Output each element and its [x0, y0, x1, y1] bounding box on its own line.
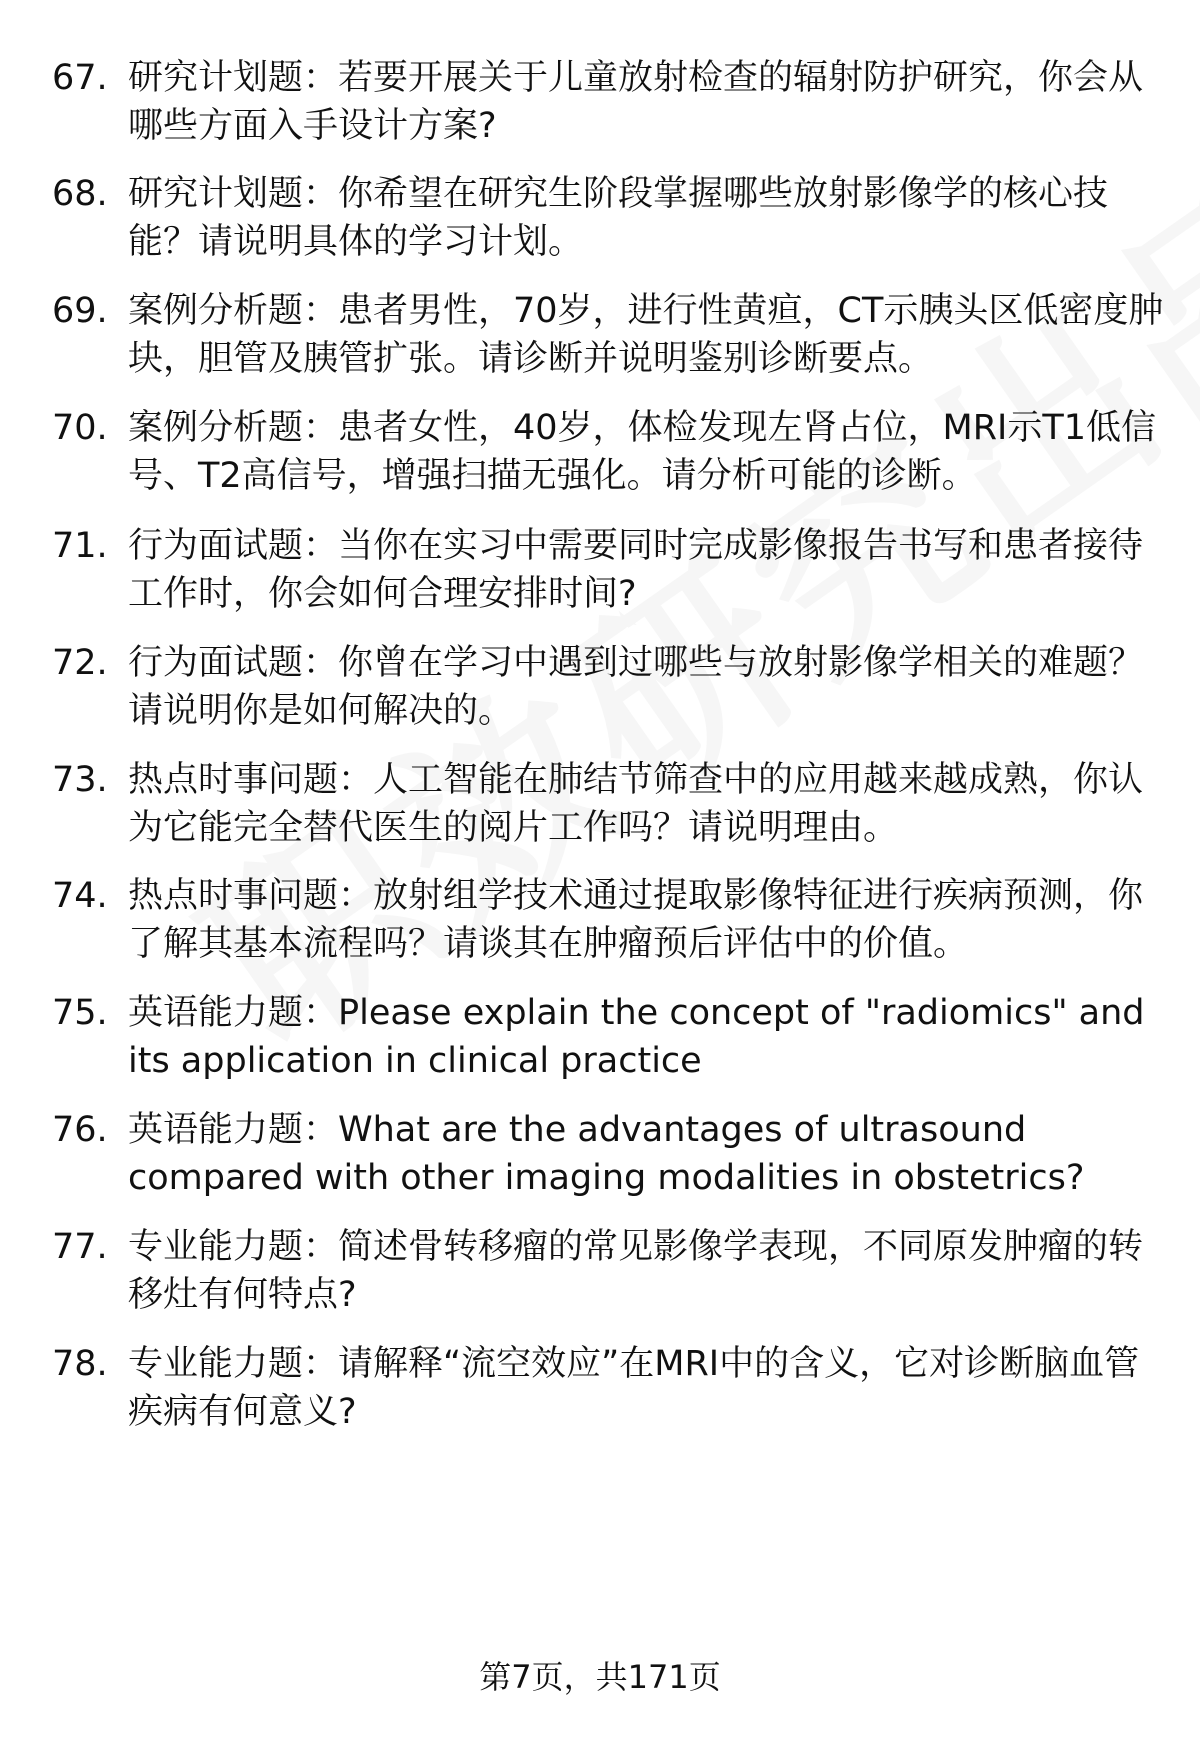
question-text: 案例分析题：患者男性，70岁，进行性黄疸，CT示胰头区低密度肿块，胆管及胰管扩张。请诊断并说明鉴别诊断要点。 [128, 291, 1164, 379]
question-text: 行为面试题：你曾在学习中遇到过哪些与放射影像学相关的难题？请说明你是如何解决的。 [128, 643, 1144, 731]
question-text: 行为面试题：当你在实习中需要同时完成影像报告书写和患者接待工作时，你会如何合理安排时间? [128, 526, 1144, 614]
question-number: 78. [52, 1344, 108, 1384]
question-text: 英语能力题：What are the advantages of ultrasound compared with other imaging modalities in obstetrics? [128, 1110, 1085, 1198]
question-number: 75. [52, 993, 108, 1033]
question-number: 69. [52, 291, 108, 331]
question-number: 70. [52, 408, 108, 448]
question-number: 77. [52, 1227, 108, 1267]
question-number: 67. [52, 58, 108, 98]
question-text: 案例分析题：患者女性，40岁，体检发现左肾占位，MRI示T1低信号、T2高信号，增强扫描无强化。请分析可能的诊断。 [128, 408, 1157, 496]
question-number: 74. [52, 876, 108, 916]
question-text: 专业能力题：请解释“流空效应”在MRI中的含义，它对诊断脑血管疾病有何意义? [128, 1344, 1140, 1432]
question-text: 热点时事问题：放射组学技术通过提取影像特征进行疾病预测，你了解其基本流程吗？请谈其在肿瘤预后评估中的价值。 [128, 876, 1144, 964]
question-text: 研究计划题：你希望在研究生阶段掌握哪些放射影像学的核心技能？请说明具体的学习计划。 [128, 174, 1109, 262]
question-text: 英语能力题：Please explain the concept of "radiomics" and its application in clinical practice [128, 993, 1145, 1081]
question-text: 热点时事问题：人工智能在肺结节筛查中的应用越来越成熟，你认为它能完全替代医生的阅片工作吗？请说明理由。 [128, 760, 1144, 848]
question-text: 专业能力题：简述骨转移瘤的常见影像学表现，不同原发肿瘤的转移灶有何特点? [128, 1227, 1144, 1315]
question-number: 68. [52, 174, 108, 214]
question-number: 73. [52, 760, 108, 800]
question-number: 76. [52, 1110, 108, 1150]
question-number: 71. [52, 526, 108, 566]
page-number: 第7页，共171页 [479, 1658, 721, 1696]
question-text: 研究计划题：若要开展关于儿童放射检查的辐射防护研究，你会从哪些方面入手设计方案? [128, 58, 1144, 146]
question-number: 72. [52, 643, 108, 683]
